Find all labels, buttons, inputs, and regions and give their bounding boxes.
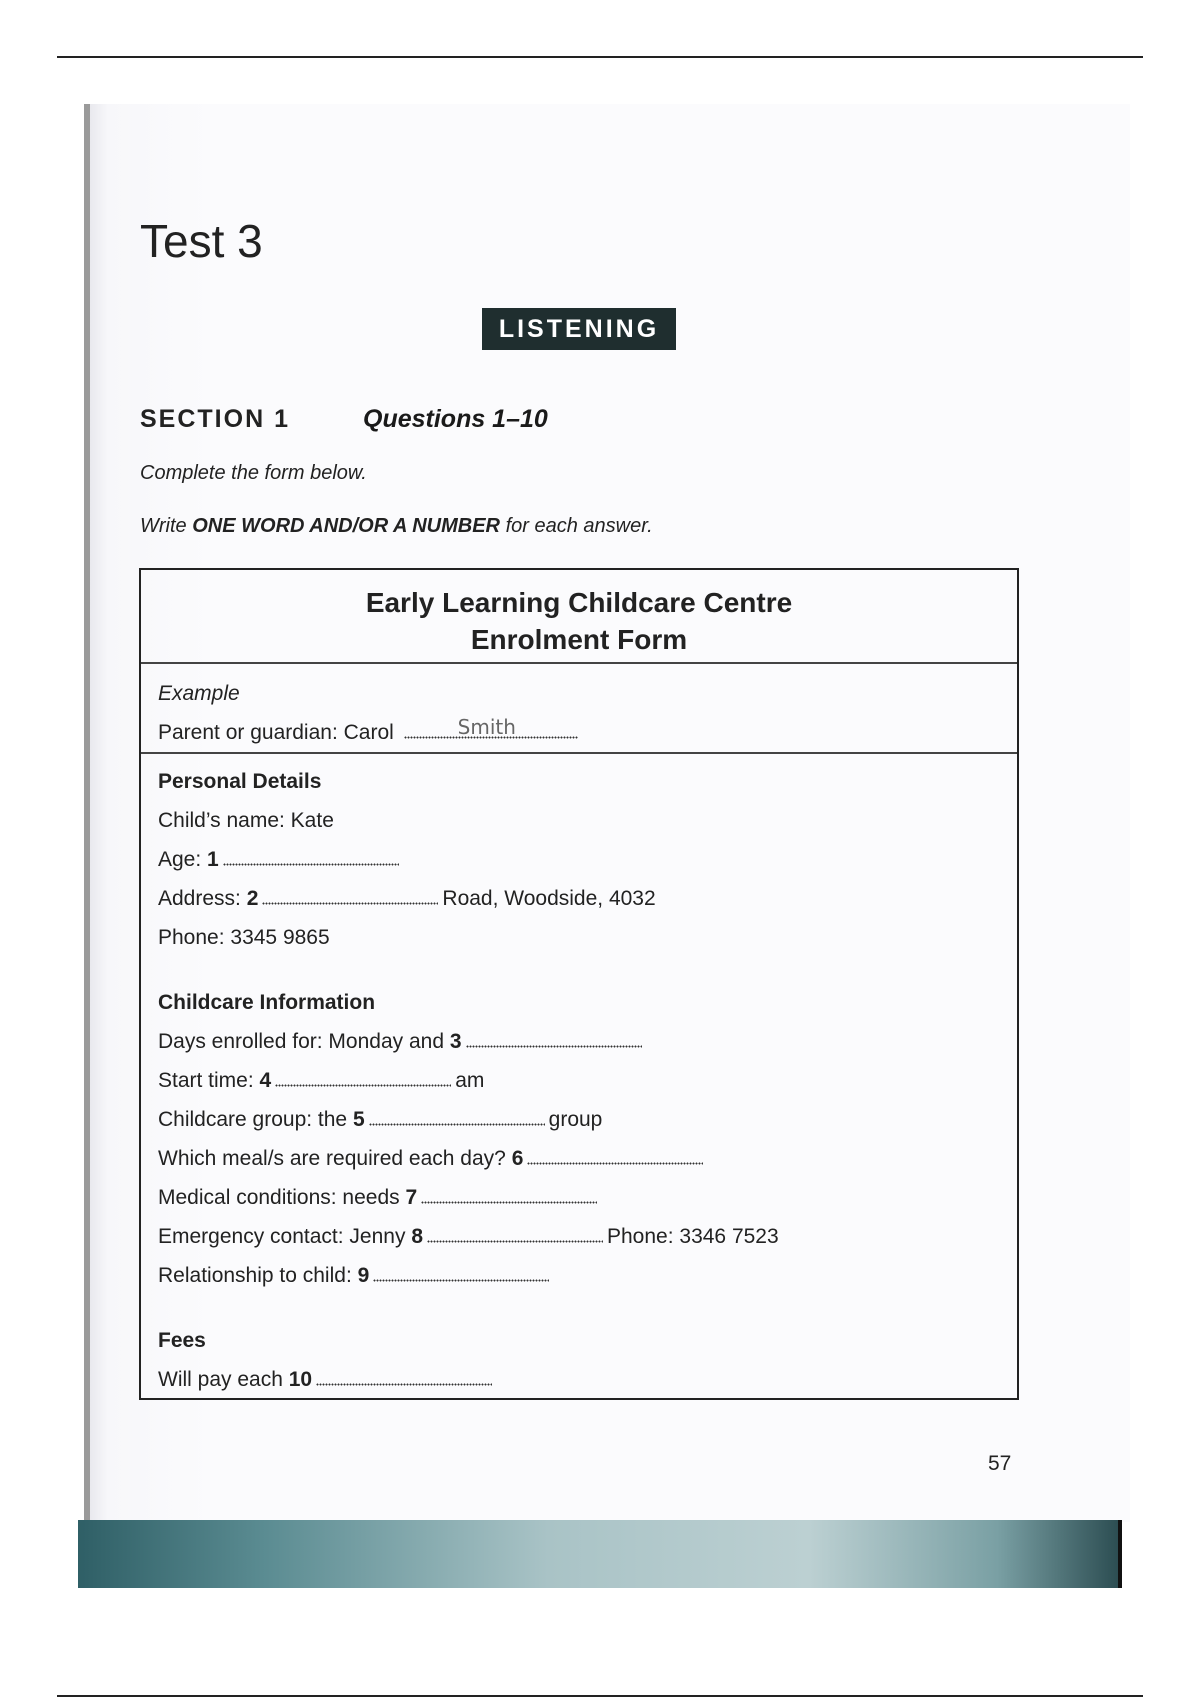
child-name-line: Child’s name: Kate (158, 809, 334, 832)
phone-line: Phone: 3345 9865 (158, 926, 330, 949)
example-answer-blank (404, 715, 578, 739)
meals-line: Which meal/s are required each day? 6 (158, 1139, 1017, 1178)
example-line (158, 713, 1017, 752)
instruction-limit: ONE WORD AND/OR A NUMBER (192, 515, 500, 537)
answer-blank-4[interactable] (275, 1073, 451, 1087)
start-time-line: Start time: 4 am (158, 1069, 485, 1092)
childcare-info-heading: Childcare Information (158, 991, 376, 1014)
fees-line: Will pay each 10 (158, 1360, 1017, 1399)
medical-line: Medical conditions: needs 7 (158, 1178, 1017, 1217)
question-number-3: 3 (449, 1030, 462, 1053)
question-number-1: 1 (207, 848, 219, 871)
relationship-line: Relationship to child: 9 (158, 1256, 1017, 1295)
answer-blank-5[interactable] (369, 1112, 545, 1126)
spacer (158, 1295, 1017, 1321)
personal-details-heading: Personal Details (158, 770, 322, 793)
question-number-8: 8 (411, 1225, 423, 1248)
answer-blank-3[interactable] (466, 1034, 642, 1048)
question-number-7: 7 (405, 1186, 418, 1209)
example-answer: Smith (457, 715, 516, 739)
example-text: Parent or guardian: Carol (158, 721, 394, 744)
address-line: Address: 2 Road, Woodside, 4032 (158, 887, 656, 910)
enrolment-form (139, 568, 1019, 1400)
question-number-9: 9 (357, 1264, 370, 1287)
listening-badge: LISTENING (482, 308, 676, 350)
answer-blank-10[interactable] (316, 1372, 492, 1386)
page-number: 57 (988, 1452, 1012, 1475)
instruction-complete: Complete the form below. (140, 462, 367, 484)
instruction-prefix: Write (140, 515, 187, 537)
question-number-6: 6 (511, 1147, 524, 1170)
top-rule (57, 56, 1143, 58)
form-subtitle: Enrolment Form (470, 624, 688, 655)
question-number-10: 10 (288, 1368, 313, 1391)
example-box (141, 664, 1017, 754)
question-number-4: 4 (259, 1069, 272, 1092)
answer-blank-8[interactable] (427, 1229, 603, 1243)
question-number-5: 5 (352, 1108, 365, 1131)
answer-blank-6[interactable] (527, 1151, 703, 1165)
page-bottom-band-edge (1118, 1520, 1122, 1588)
question-number-2: 2 (246, 887, 259, 910)
section-heading (140, 402, 548, 436)
test-title: Test 3 (140, 215, 263, 267)
section-label: SECTION 1 (140, 405, 290, 433)
form-body (141, 754, 1017, 1399)
instruction-suffix: for each answer. (505, 515, 653, 537)
emergency-line: Emergency contact: Jenny 8 Phone: 3346 7523 (158, 1225, 779, 1248)
bottom-rule (57, 1695, 1143, 1697)
answer-blank-2[interactable] (262, 891, 438, 905)
group-line: Childcare group: the 5 group (158, 1108, 603, 1131)
answer-blank-7[interactable] (421, 1190, 597, 1204)
answer-blank-1[interactable] (223, 852, 399, 866)
form-title: Early Learning Childcare Centre (365, 587, 793, 618)
answer-blank-9[interactable] (373, 1268, 549, 1282)
fees-heading: Fees (158, 1329, 206, 1352)
form-header (141, 570, 1017, 664)
example-label: Example (158, 682, 240, 705)
spacer (158, 957, 1017, 983)
questions-range: Questions 1–10 (363, 405, 548, 433)
page-bottom-band (78, 1520, 1122, 1588)
age-line: Age: 1 (158, 840, 1017, 879)
instruction-word-limit (140, 513, 653, 539)
days-line: Days enrolled for: Monday and 3 (158, 1022, 1017, 1061)
